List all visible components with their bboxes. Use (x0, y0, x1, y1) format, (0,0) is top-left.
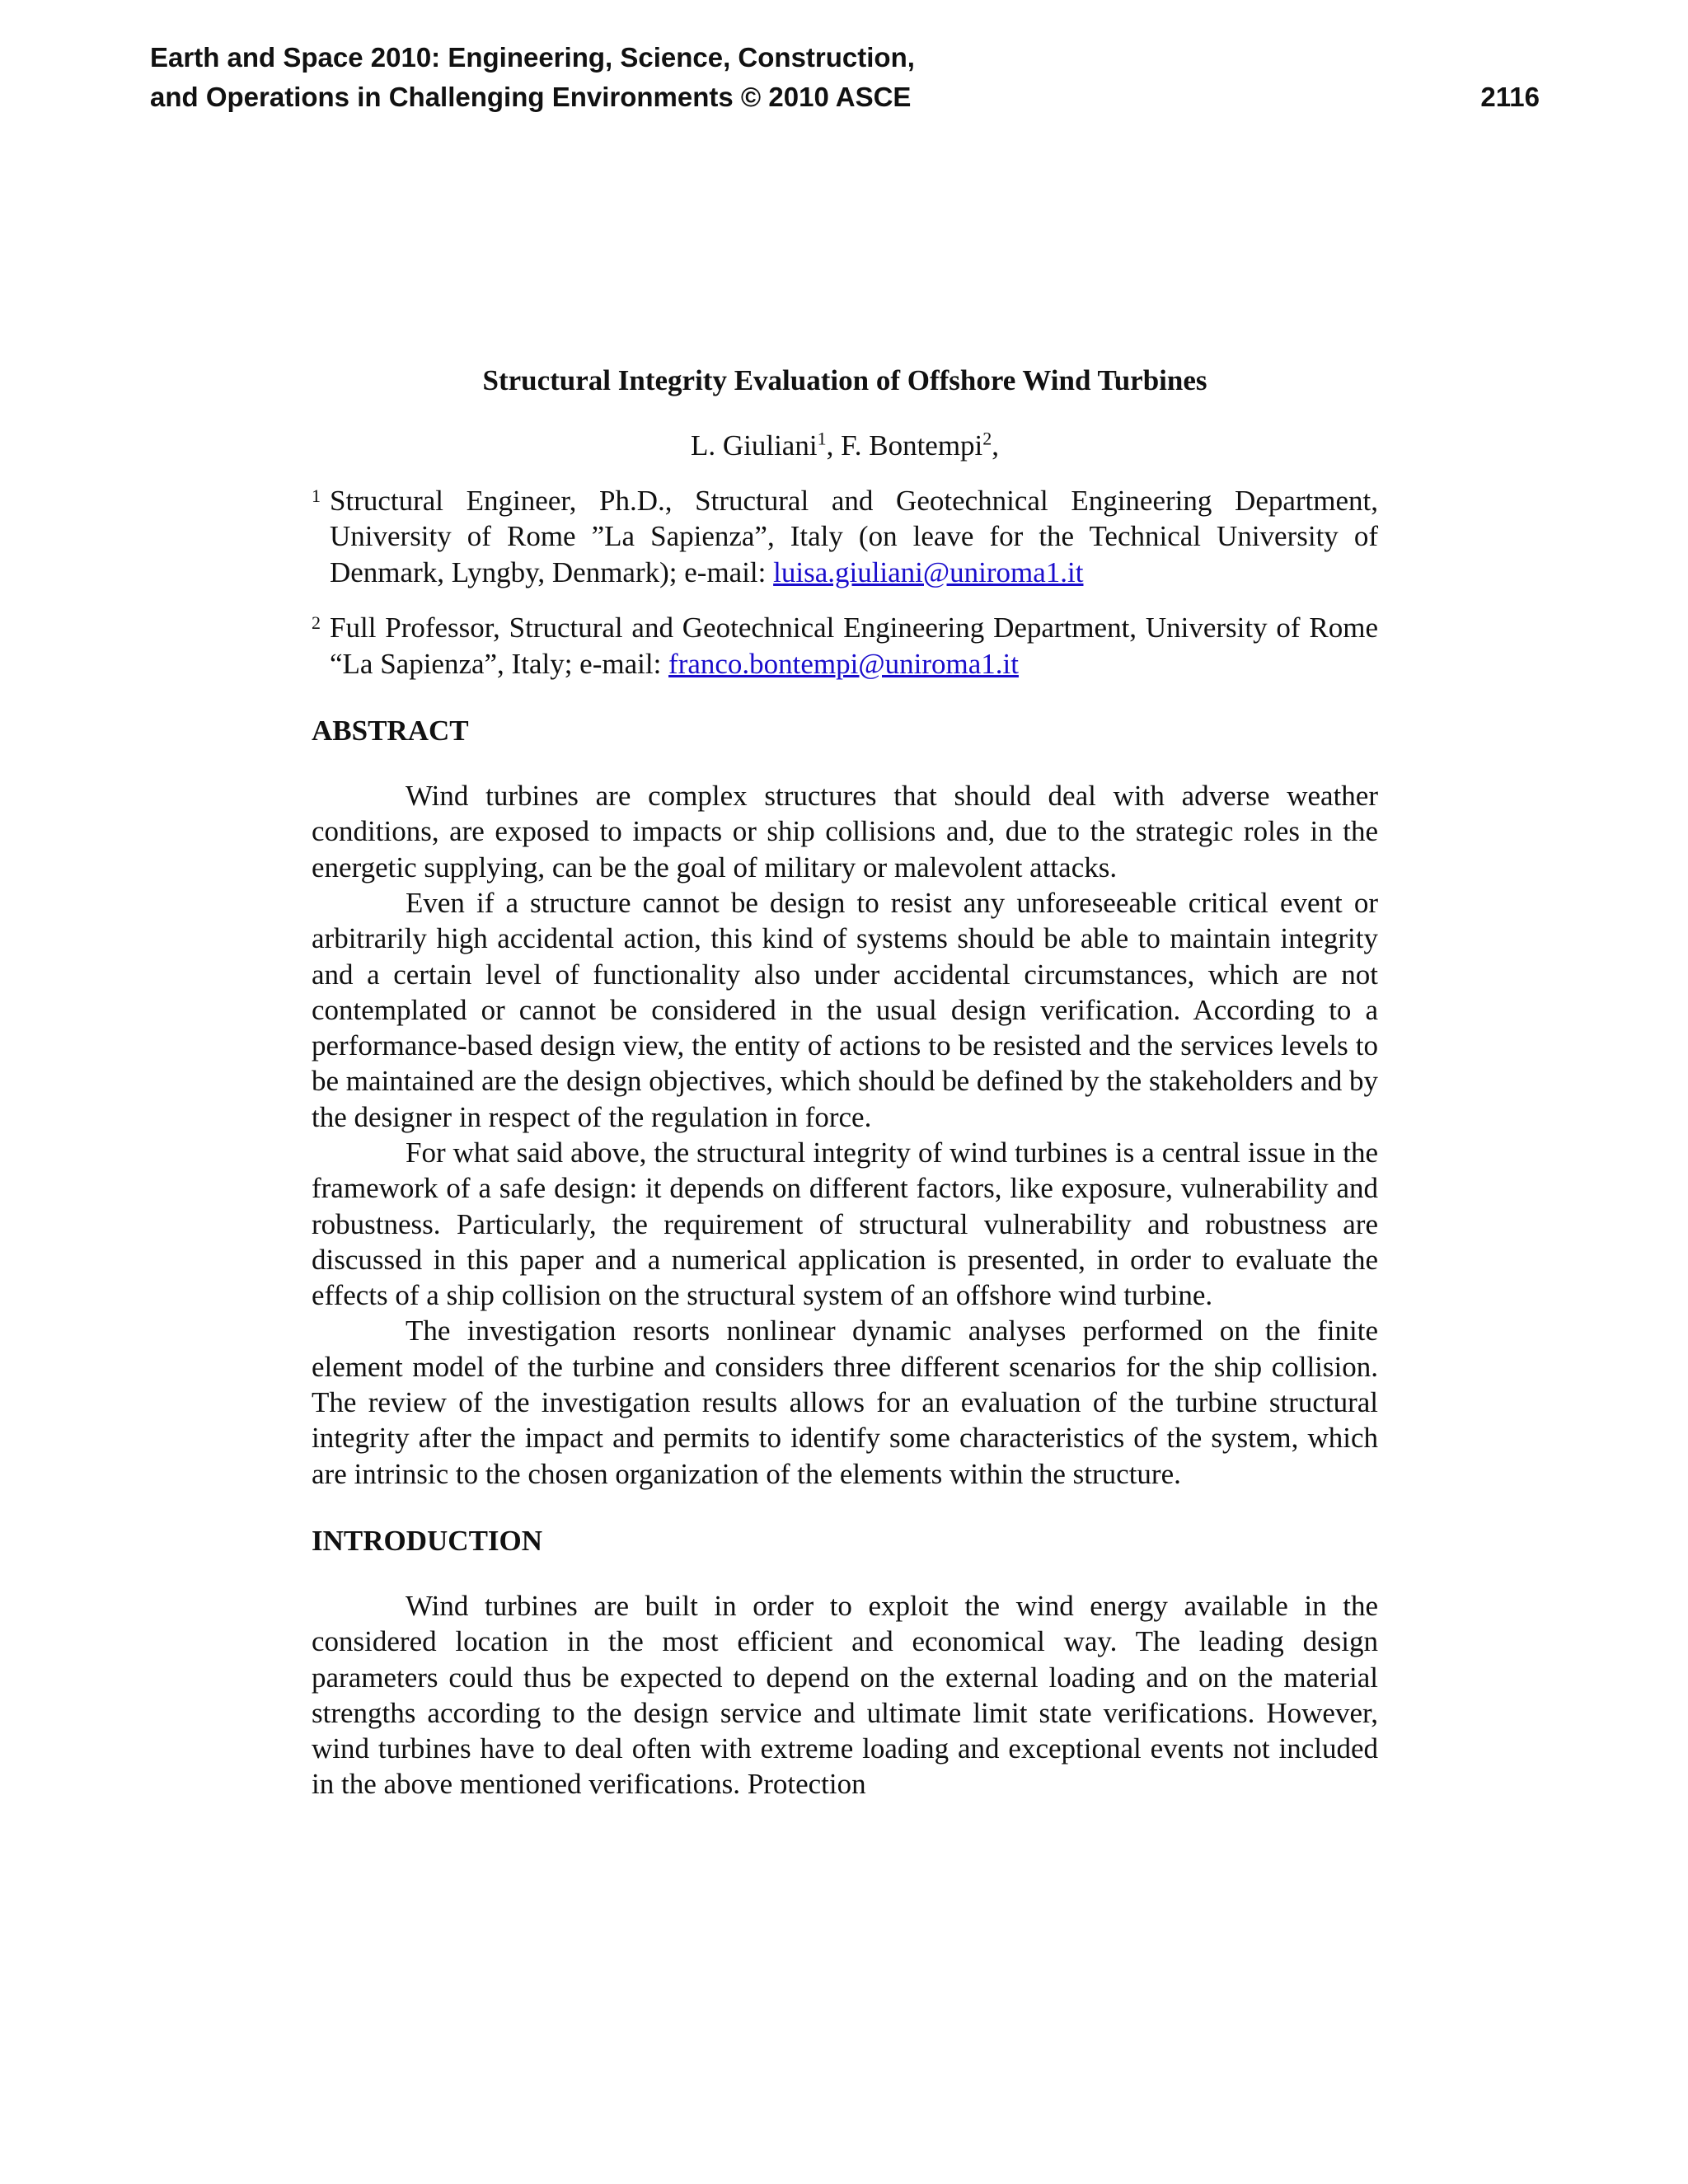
paper-title: Structural Integrity Evaluation of Offshore Wind Turbines (482, 364, 1207, 396)
abstract-paragraph: Wind turbines are complex structures that should deal with adverse weather conditions, are exposed to impacts or ship collisions and, due to the strategic roles in the energetic supplying, can be the goal of military or malevolent attacks. (312, 780, 1378, 883)
abstract-paragraph: The investigation resorts nonlinear dynamic analyses performed on the finite element model of the turbine and considers three different scenarios for the ship collision. The review of the investigation results allows for an evaluation of the turbine structural integrity after the impact and permits to identify some characteristics of the system, which are intrinsic to the chosen organization of the elements within the structure. (312, 1315, 1378, 1490)
abstract-heading: ABSTRACT (312, 715, 469, 748)
affiliation-mark: 1 (817, 428, 827, 449)
affiliation-text: Full Professor, Structural and Geotechnical Engineering Department, University of Rome “La Sapienza”, Italy; e-mail: (330, 612, 1378, 680)
affiliation-mark: 2 (312, 612, 321, 634)
header-line-2: and Operations in Challenging Environments © 2010 ASCE (150, 82, 912, 112)
affiliation-text: Structural Engineer, Ph.D., Structural and Geotechnical Engineering Department, University of Rome ”La Sapienza”, Italy (on leave for the Technical University of Denmark, Lyngby, Denmark); e-mail: (330, 485, 1378, 588)
email-link[interactable]: franco.bontempi@uniroma1.it (668, 647, 1019, 680)
abstract-paragraph: For what said above, the structural integrity of wind turbines is a central issue in the framework of a safe design: it depends on different factors, like exposure, vulnerability and robustness. Particularly, the requirement of structural vulnerability and robustness are discussed in this paper and a numerical application is presented, in order to evaluate the effects of a ship collision on the structural system of an offshore wind turbine. (312, 1137, 1378, 1312)
affiliation-mark: 2 (982, 428, 992, 449)
running-header (150, 38, 1540, 117)
paper-body (312, 363, 1378, 1802)
header-line-1: Earth and Space 2010: Engineering, Science, Construction, (150, 42, 915, 73)
affiliation-2 (312, 610, 1378, 682)
author-trailing: , (992, 429, 1000, 462)
introduction-heading: INTRODUCTION (312, 1524, 543, 1557)
introduction-paragraph: Wind turbines are built in order to exploit the wind energy available in the considered location in the most efficient and economical way. The leading design parameters could thus be expected to depend on the external loading and on the material strengths according to the design service and ultimate limit state verifications. However, wind turbines have to deal often with extreme loading and exceptional events not included in the above mentioned verifications. Protection (312, 1589, 1378, 1801)
abstract-paragraph: Even if a structure cannot be design to resist any unforeseeable critical event or arbitrarily high accidental action, this kind of systems should be able to maintain integrity and a certain level of functionality also under accidental circumstances, which are not contemplated or cannot be considered in the usual design verification. According to a performance-based design view, the entity of actions to be resisted and the services levels to be maintained are the design objectives, which should be defined by the stakeholders and by the designer in respect of the regulation in force. (312, 886, 1378, 1133)
author-name: F. Bontempi (841, 429, 983, 462)
author-name: L. Giuliani (690, 429, 818, 462)
email-link[interactable]: luisa.giuliani@uniroma1.it (773, 555, 1084, 588)
page-number: 2116 (1480, 82, 1540, 112)
affiliation-1 (312, 483, 1378, 590)
affiliation-mark: 1 (312, 485, 321, 506)
author-separator: , (826, 429, 842, 462)
author-list (312, 428, 1378, 463)
